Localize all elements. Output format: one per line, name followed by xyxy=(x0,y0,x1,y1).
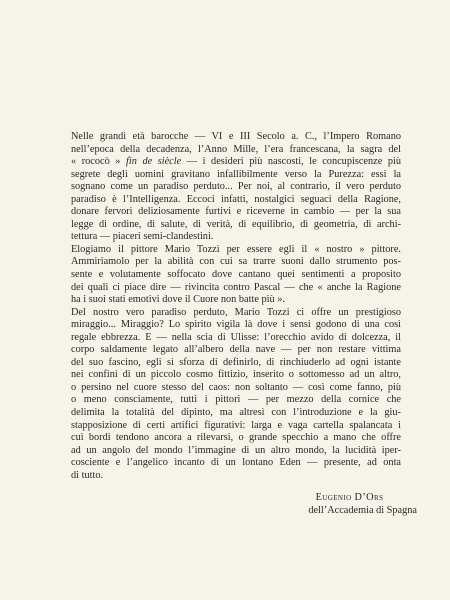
text-line: paradiso è l’Intelligenza. Eccoci infatti, nostalgici seguaci della Ragione, xyxy=(71,193,401,205)
italic-phrase: fin de siècle xyxy=(126,156,182,168)
text-line: miraggio... Miraggio? Lo spirito vigila là dove i sensi godono di una così xyxy=(71,319,401,331)
paragraph xyxy=(71,307,401,483)
text-line: nei confini di un piccolo cosmo fittizio, inserito o sottomesso ad un altro, xyxy=(71,369,401,381)
text-line: sognano come un paradiso perduto... Per noi, al contrario, il vero perduto xyxy=(71,181,401,193)
text-line: di tutto. xyxy=(71,469,104,481)
text-line: corpo saldamente legato all’albero della nave — per non restare vittima xyxy=(71,344,401,356)
text-line: o persino nel cuore stesso del caos: non soltanto — così come fanno, più xyxy=(71,381,401,393)
text-line: dei quali ci piace dire — rivincita contro Pascal — che « anche la Ragione xyxy=(71,281,401,293)
text-line: sente e volutamente soffocato dove cantano quei sentimenti a proposito xyxy=(71,269,401,281)
text-line: regale ebbrezza. E — nella scia di Ulisse: l’orecchio avido di dolcezza, il xyxy=(71,331,401,343)
text-line: nell’epoca della decadenza, l’Anno Mille, l’era francescana, la sagra del xyxy=(71,143,401,155)
text-line: legge di ordine, di salute, di verità, di equilibrio, di geometria, di archi- xyxy=(71,218,401,230)
text-line: Ammiriamolo per la abilità con cui sa trarre suoni dallo strumento pos- xyxy=(71,256,401,268)
text-line: donare fervori deliziosamente furtivi e riceverne in cambio — per la sua xyxy=(71,206,401,218)
text-line: delimita la totalità del dipinto, ma altresì con l’introduzione e la giu- xyxy=(71,407,401,419)
text-line: stapposizione di certi artifici figurativi: larga e vaga cartella spalancata i xyxy=(71,419,401,431)
paragraph xyxy=(71,131,401,244)
author-name: Eugenio D’Ors xyxy=(315,492,384,503)
text-line: Elogiamo il pittore Mario Tozzi per essere egli il « nostro » pittore. xyxy=(71,243,401,255)
essay-body xyxy=(71,131,401,482)
paragraph xyxy=(71,244,401,307)
text-line: ad un angolo del mondo l’immagine di un altro mondo, la lucidità iper- xyxy=(71,444,401,456)
text-line: segrete degli uomini gravitano infallibilmente verso la Purezza: essi la xyxy=(71,168,401,180)
text-line: Nelle grandi età barocche — VI e III Secolo a. C., l’Impero Romano xyxy=(71,131,401,142)
signature-block xyxy=(282,491,417,517)
text-line: o meno consciamente, tutti i pittori — per mezzo della cornice che xyxy=(71,394,401,406)
text-line: Del nostro vero paradiso perduto, Mario Tozzi ci offre un prestigioso xyxy=(71,306,401,318)
text-line: cui bordi tendono ancora a rilevarsi, o grande specchio a mano che offre xyxy=(71,432,401,444)
text-line: « rococò » fin de siècle — i desideri più nascosti, le concupiscenze più xyxy=(71,156,401,168)
text-line: ha i suoi stati emotivi dove il Cuore non batte più ». xyxy=(71,294,285,306)
text-line: tettura — piaceri semi-clandestini. xyxy=(71,231,214,243)
text-line: del suo fascino, egli si sforza di definirlo, di rinchiuderlo ad ogni istante xyxy=(71,356,401,368)
author-affiliation: dell’Accademia di Spagna xyxy=(308,505,417,516)
text-line: cosciente e l’angelico incanto di un lontano Eden — presente, ad onta xyxy=(71,457,401,469)
